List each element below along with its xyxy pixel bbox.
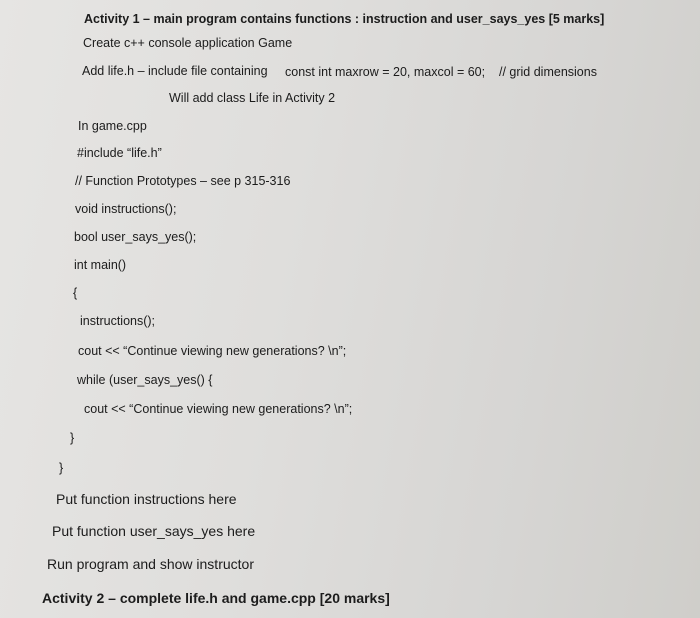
create-game-text: Create c++ console application Game <box>83 36 293 50</box>
put-user-says-yes-text: Put function user_says_yes here <box>52 523 256 539</box>
open-brace: { <box>73 286 78 300</box>
void-instructions-line: void instructions(); <box>75 202 177 216</box>
int-main-line: int main() <box>74 258 127 272</box>
close-brace-outer: } <box>59 461 64 475</box>
instructions-call: instructions(); <box>80 314 156 328</box>
will-add-text: Will add class Life in Activity 2 <box>169 91 336 105</box>
prototypes-comment: // Function Prototypes – see p 315-316 <box>75 174 291 188</box>
cout-line-1: cout << “Continue viewing new generations? \n”; <box>78 344 347 358</box>
grid-comment: // grid dimensions <box>499 65 597 79</box>
put-instructions-text: Put function instructions here <box>56 491 237 507</box>
activity1-heading: Activity 1 – main program contains functions : instruction and user_says_yes [5 marks] <box>84 12 605 26</box>
add-file-text: Add life.h – include file containing <box>82 64 268 78</box>
while-line: while (user_says_yes() { <box>77 373 213 387</box>
run-program-text: Run program and show instructor <box>47 556 254 572</box>
activity2-heading: Activity 2 – complete life.h and game.cpp [20 marks] <box>42 590 390 606</box>
cout-line-2: cout << “Continue viewing new generations? \n”; <box>84 402 353 416</box>
include-line: #include “life.h” <box>77 146 162 160</box>
in-game-text: In game.cpp <box>78 119 147 133</box>
close-brace-inner: } <box>70 431 75 445</box>
bool-user-says-yes-line: bool user_says_yes(); <box>74 230 197 244</box>
const-declaration: const int maxrow = 20, maxcol = 60; <box>285 65 486 79</box>
